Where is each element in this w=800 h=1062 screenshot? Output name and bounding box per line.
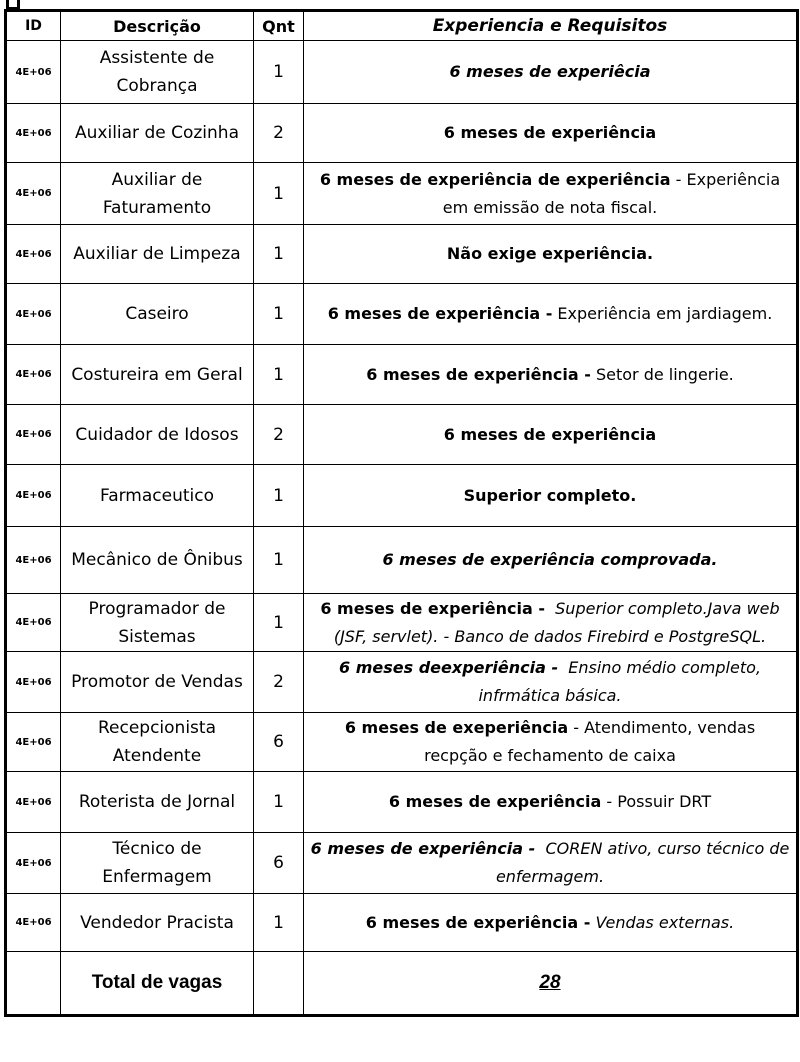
experiencia-line xyxy=(310,835,790,863)
table-header-row xyxy=(6,11,798,41)
cell-qnt: 6 xyxy=(254,713,304,772)
descricao-line: Assistente de xyxy=(99,48,215,68)
experiencia-text: (JSF, servlet). - Banco de dados Firebird e PostgreSQL. xyxy=(333,626,767,646)
cell-descricao xyxy=(61,41,254,104)
cell-id: 4E+06 xyxy=(6,225,61,284)
experiencia-text: 6 meses de experiêcia xyxy=(449,62,651,81)
cell-id: 4E+06 xyxy=(6,652,61,713)
cell-descricao xyxy=(61,772,254,833)
experiencia-text: Não exige experiência. xyxy=(446,244,654,263)
cell-experiencia xyxy=(304,225,798,284)
header-experiencia: Experiencia e Requisitos xyxy=(304,11,798,41)
experiencia-text: - Experiência xyxy=(670,169,781,189)
descricao-line: Atendente xyxy=(112,746,202,766)
experiencia-text: Vendas externas. xyxy=(590,912,735,932)
table-row xyxy=(6,225,798,284)
experiencia-line xyxy=(310,194,790,222)
table-row xyxy=(6,465,798,527)
experiencia-line xyxy=(310,623,790,651)
cell-experiencia xyxy=(304,527,798,594)
descricao-line: Programador de xyxy=(88,598,226,619)
cell-id: 4E+06 xyxy=(6,527,61,594)
cell-descricao xyxy=(61,163,254,225)
table-body xyxy=(6,41,798,952)
cell-experiencia xyxy=(304,345,798,405)
experiencia-text: 6 meses de experiência comprovada. xyxy=(382,550,718,569)
cell-experiencia xyxy=(304,104,798,163)
header-qnt: Qnt xyxy=(254,11,304,41)
cell-experiencia xyxy=(304,163,798,225)
cell-descricao xyxy=(61,594,254,652)
descricao-line: Cuidador de Idosos xyxy=(75,424,239,445)
cell-id: 4E+06 xyxy=(6,284,61,345)
descricao-line: Auxiliar de Limpeza xyxy=(73,244,241,264)
descricao-line: Recepcionista xyxy=(97,718,216,738)
experiencia-line xyxy=(310,421,790,449)
descricao-line: Sistemas xyxy=(118,626,196,647)
descricao-line: Auxiliar de xyxy=(111,169,203,190)
cell-id: 4E+06 xyxy=(6,713,61,772)
experiencia-text: 6 meses de experiência - xyxy=(310,839,536,858)
experiencia-text: - Atendimento, vendas xyxy=(568,718,756,737)
descricao-line: Auxiliar de Cozinha xyxy=(75,123,239,143)
table-row xyxy=(6,772,798,833)
cell-descricao xyxy=(61,345,254,405)
experiencia-line xyxy=(310,595,790,623)
experiencia-line xyxy=(310,166,790,194)
experiencia-line xyxy=(310,58,790,86)
cell-experiencia xyxy=(304,772,798,833)
cell-id: 4E+06 xyxy=(6,465,61,527)
experiencia-line xyxy=(310,714,790,742)
experiencia-text: Setor de lingerie. xyxy=(590,364,734,384)
experiencia-line xyxy=(310,300,790,328)
cell-id: 4E+06 xyxy=(6,104,61,163)
descricao-line: Vendedor Pracista xyxy=(80,912,234,933)
table-row xyxy=(6,894,798,952)
cell-id: 4E+06 xyxy=(6,894,61,952)
cell-qnt: 2 xyxy=(254,405,304,465)
cell-qnt: 2 xyxy=(254,652,304,713)
cell-id: 4E+06 xyxy=(6,163,61,225)
cell-id: 4E+06 xyxy=(6,772,61,833)
header-id: ID xyxy=(6,11,61,41)
descricao-line: Caseiro xyxy=(125,304,189,324)
cell-descricao xyxy=(61,652,254,713)
experiencia-text: recpção e fechamento de caixa xyxy=(424,746,676,765)
cell-qnt: 1 xyxy=(254,41,304,104)
cell-id: 4E+06 xyxy=(6,405,61,465)
cell-experiencia xyxy=(304,652,798,713)
cell-qnt: 1 xyxy=(254,465,304,527)
descricao-line: Enfermagem xyxy=(102,867,212,887)
descricao-line: Faturamento xyxy=(102,197,212,218)
experiencia-line xyxy=(310,361,790,389)
cell-experiencia xyxy=(304,894,798,952)
experiencia-line xyxy=(310,742,790,770)
cell-id: 4E+06 xyxy=(6,345,61,405)
total-empty-cell xyxy=(254,952,304,1016)
cell-qnt: 2 xyxy=(254,104,304,163)
experiencia-text: enfermagem. xyxy=(495,867,605,886)
header-descricao: Descrição xyxy=(61,11,254,41)
experiencia-text: Experiência em jardiagem. xyxy=(552,304,773,323)
table-row xyxy=(6,163,798,225)
total-label: Total de vagas xyxy=(61,952,254,1016)
experiencia-text: 6 meses de experiência - xyxy=(366,364,591,384)
cell-qnt: 1 xyxy=(254,163,304,225)
cell-descricao xyxy=(61,713,254,772)
vacancies-table xyxy=(4,9,799,1017)
table-row xyxy=(6,652,798,713)
experiencia-text: 6 meses de experiência xyxy=(443,123,657,142)
experiencia-text: - Possuir DRT xyxy=(601,792,712,811)
descricao-line: Mecânico de Ônibus xyxy=(71,550,243,570)
cell-experiencia xyxy=(304,594,798,652)
experiencia-text: 6 meses de exeperiência xyxy=(344,718,569,737)
cell-experiencia xyxy=(304,284,798,345)
experiencia-text: Ensino médio completo, xyxy=(558,658,761,677)
cell-qnt: 1 xyxy=(254,772,304,833)
experiencia-line xyxy=(310,654,790,682)
descricao-line: Técnico de xyxy=(112,839,202,859)
experiencia-line xyxy=(310,909,790,937)
experiencia-line xyxy=(310,788,790,816)
cropped-heading-fragment xyxy=(0,0,60,9)
descricao-line: Roterista de Jornal xyxy=(78,792,236,812)
cell-experiencia xyxy=(304,713,798,772)
cell-experiencia xyxy=(304,833,798,894)
table-row xyxy=(6,833,798,894)
descricao-line: Costureira em Geral xyxy=(71,364,243,385)
cell-qnt: 1 xyxy=(254,225,304,284)
table-row xyxy=(6,527,798,594)
experiencia-text: 6 meses de experiência xyxy=(443,424,657,444)
experiencia-text: Superior completo. xyxy=(463,485,637,505)
table-row xyxy=(6,104,798,163)
experiencia-line xyxy=(310,482,790,510)
table-row xyxy=(6,41,798,104)
cell-descricao xyxy=(61,405,254,465)
experiencia-line xyxy=(310,682,790,710)
experiencia-text: infrmática básica. xyxy=(478,686,622,705)
experiencia-text: 6 meses de experiência - xyxy=(320,598,545,618)
table-row xyxy=(6,713,798,772)
experiencia-text: 6 meses deexperiência - xyxy=(339,658,559,677)
experiencia-line xyxy=(310,546,790,574)
experiencia-line xyxy=(310,119,790,147)
cell-qnt: 1 xyxy=(254,345,304,405)
total-value: 28 xyxy=(304,952,798,1016)
descricao-line: Promotor de Vendas xyxy=(71,672,243,692)
experiencia-text: 6 meses de experiência - xyxy=(365,912,591,932)
cell-experiencia xyxy=(304,465,798,527)
cell-id: 4E+06 xyxy=(6,833,61,894)
experiencia-text: Superior completo.Java web xyxy=(544,598,780,618)
total-empty-cell xyxy=(6,952,61,1016)
experiencia-text: 6 meses de experiência xyxy=(388,792,602,811)
cell-qnt: 1 xyxy=(254,594,304,652)
cell-qnt: 1 xyxy=(254,527,304,594)
cell-qnt: 6 xyxy=(254,833,304,894)
experiencia-text: 6 meses de experiência - xyxy=(327,304,553,323)
total-row xyxy=(6,952,798,1016)
experiencia-text: em emissão de nota fiscal. xyxy=(442,197,658,217)
cell-descricao xyxy=(61,284,254,345)
cell-id: 4E+06 xyxy=(6,41,61,104)
experiencia-text: 6 meses de experiência de experiência xyxy=(319,169,671,189)
cell-descricao xyxy=(61,833,254,894)
experiencia-text: COREN ativo, curso técnico de xyxy=(535,839,790,858)
table-row xyxy=(6,405,798,465)
cell-id: 4E+06 xyxy=(6,594,61,652)
cell-qnt: 1 xyxy=(254,284,304,345)
table-row xyxy=(6,284,798,345)
cell-descricao xyxy=(61,894,254,952)
descricao-line: Farmaceutico xyxy=(99,485,215,506)
cell-descricao xyxy=(61,527,254,594)
cell-qnt: 1 xyxy=(254,894,304,952)
cell-descricao xyxy=(61,465,254,527)
cell-experiencia xyxy=(304,405,798,465)
experiencia-line xyxy=(310,863,790,891)
cell-descricao xyxy=(61,104,254,163)
table-row xyxy=(6,594,798,652)
descricao-line: Cobrança xyxy=(116,76,198,96)
table-row xyxy=(6,345,798,405)
experiencia-line xyxy=(310,240,790,268)
cell-descricao xyxy=(61,225,254,284)
cell-experiencia xyxy=(304,41,798,104)
